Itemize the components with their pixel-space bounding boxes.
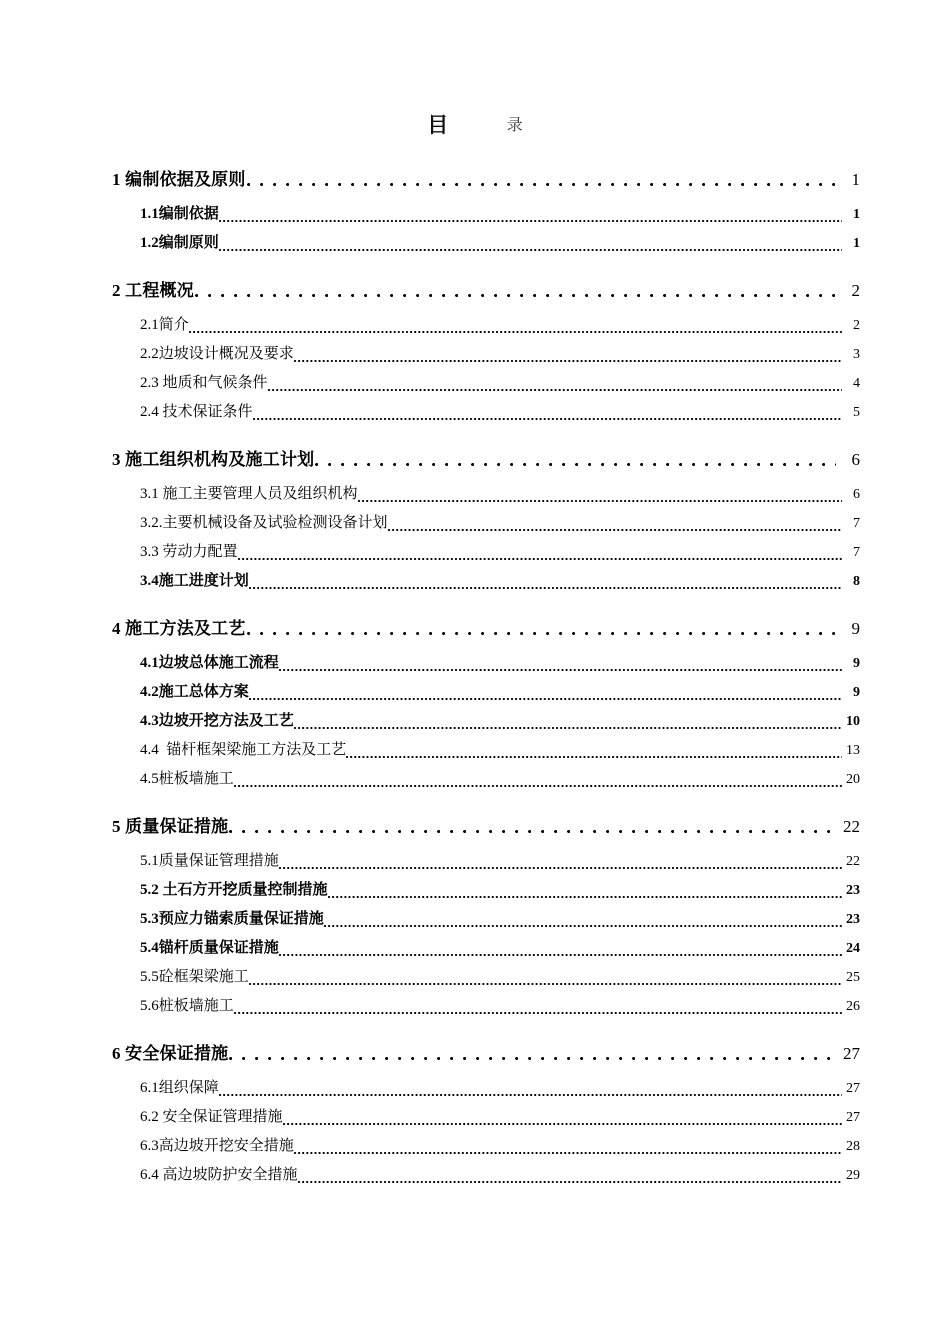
toc-entry-level-2[interactable] bbox=[0, 870, 950, 899]
dot-leader bbox=[234, 1000, 842, 1015]
dot-leader bbox=[294, 348, 842, 363]
toc-entry-label: 1.1编制依据 bbox=[140, 206, 219, 222]
toc-entry-label: 3.1 施工主要管理人员及组织机构 bbox=[140, 486, 358, 502]
toc-entry-label: 6 安全保证措施 bbox=[112, 1044, 229, 1063]
dot-leader bbox=[388, 517, 842, 532]
toc-entry-level-2[interactable] bbox=[0, 986, 950, 1015]
dot-leader bbox=[346, 744, 842, 759]
dot-leader bbox=[268, 377, 842, 392]
toc-entry-page-number: 22 bbox=[846, 854, 860, 869]
page-title bbox=[0, 110, 950, 142]
toc-entry-label: 6.2 安全保证管理措施 bbox=[140, 1109, 283, 1125]
dot-leader bbox=[219, 1082, 842, 1097]
toc-entry-level-2[interactable] bbox=[0, 957, 950, 986]
toc-entry-level-2[interactable] bbox=[0, 1068, 950, 1097]
toc-entry-label: 1.2编制原则 bbox=[140, 235, 219, 251]
toc-entry-level-2[interactable] bbox=[0, 474, 950, 503]
toc-entry-page-number: 23 bbox=[846, 883, 860, 898]
dot-leader bbox=[249, 971, 842, 986]
toc-entry-page-number: 24 bbox=[846, 941, 860, 956]
toc-entry-level-2[interactable] bbox=[0, 899, 950, 928]
toc-entry-level-1[interactable] bbox=[0, 601, 950, 639]
toc-entry-label: 4.5桩板墙施工 bbox=[140, 771, 234, 787]
toc-entry-label: 4.2施工总体方案 bbox=[140, 684, 249, 700]
toc-entry-page-number: 6 bbox=[851, 450, 860, 469]
toc-entry-label: 4 施工方法及工艺 bbox=[112, 619, 246, 638]
dot-leader bbox=[189, 319, 842, 334]
toc-entry-level-1[interactable] bbox=[0, 152, 950, 190]
dot-leader bbox=[253, 406, 842, 421]
dot-leader bbox=[219, 208, 842, 223]
toc-entry-page-number: 28 bbox=[846, 1139, 860, 1154]
toc-entry-level-2[interactable] bbox=[0, 730, 950, 759]
toc-entry-label: 5.1质量保证管理措施 bbox=[140, 853, 279, 869]
toc-entry-label: 4.1边坡总体施工流程 bbox=[140, 655, 279, 671]
toc-entry-page-number: 29 bbox=[846, 1168, 860, 1183]
toc-entry-page-number: 5 bbox=[853, 405, 860, 420]
toc-entry-label: 2.2边坡设计概况及要求 bbox=[140, 346, 294, 362]
toc-entry-page-number: 10 bbox=[846, 714, 860, 729]
dot-leader bbox=[229, 1047, 836, 1064]
toc-entry-page-number: 1 bbox=[853, 207, 860, 222]
page-title-spacer bbox=[448, 113, 507, 137]
toc-entry-page-number: 7 bbox=[853, 545, 860, 560]
toc-entry-page-number: 2 bbox=[853, 318, 860, 333]
toc-entry-page-number: 20 bbox=[846, 772, 860, 787]
toc-entry-level-1[interactable] bbox=[0, 1026, 950, 1064]
toc-entry-label: 5.6桩板墙施工 bbox=[140, 998, 234, 1014]
toc-entry-label: 5.3预应力锚索质量保证措施 bbox=[140, 911, 324, 927]
toc-entry-page-number: 9 bbox=[853, 685, 860, 700]
toc-entry-level-1[interactable] bbox=[0, 432, 950, 470]
toc-entry-level-2[interactable] bbox=[0, 194, 950, 223]
toc-entry-level-2[interactable] bbox=[0, 392, 950, 421]
toc-entry-label: 3.3 劳动力配置 bbox=[140, 544, 238, 560]
toc-entry-page-number: 1 bbox=[853, 236, 860, 251]
dot-leader bbox=[298, 1169, 842, 1184]
toc-entry-label: 6.4 高边坡防护安全措施 bbox=[140, 1167, 298, 1183]
toc-entry-label: 6.3高边坡开挖安全措施 bbox=[140, 1138, 294, 1154]
toc-entry-level-2[interactable] bbox=[0, 672, 950, 701]
dot-leader bbox=[195, 284, 836, 301]
toc-entry-level-2[interactable] bbox=[0, 334, 950, 363]
dot-leader bbox=[328, 884, 842, 899]
toc-entry-level-1[interactable] bbox=[0, 263, 950, 301]
toc-entry-page-number: 26 bbox=[846, 999, 860, 1014]
dot-leader bbox=[249, 686, 842, 701]
toc-entry-label: 4.3边坡开挖方法及工艺 bbox=[140, 713, 294, 729]
toc-entry-label: 6.1组织保障 bbox=[140, 1080, 219, 1096]
toc-entry-page-number: 27 bbox=[846, 1110, 860, 1125]
toc-entry-level-2[interactable] bbox=[0, 759, 950, 788]
page-title-secondary: 录 bbox=[506, 115, 523, 134]
dot-leader bbox=[279, 855, 842, 870]
toc-entry-label: 3.4施工进度计划 bbox=[140, 573, 249, 589]
toc-entry-page-number: 7 bbox=[853, 516, 860, 531]
dot-leader bbox=[238, 546, 842, 561]
toc-entry-label: 2 工程概况 bbox=[112, 281, 194, 300]
toc-entry-page-number: 8 bbox=[853, 574, 860, 589]
dot-leader bbox=[247, 622, 836, 639]
dot-leader bbox=[294, 715, 842, 730]
toc-entry-label: 5.5砼框架梁施工 bbox=[140, 969, 249, 985]
dot-leader bbox=[324, 913, 842, 928]
dot-leader bbox=[249, 575, 842, 590]
toc-entry-label: 1 编制依据及原则 bbox=[112, 170, 246, 189]
page-title-main: 目 bbox=[427, 113, 449, 137]
toc-entry-page-number: 22 bbox=[843, 817, 860, 836]
toc-entry-level-2[interactable] bbox=[0, 643, 950, 672]
toc-entry-page-number: 23 bbox=[846, 912, 860, 927]
dot-leader bbox=[315, 453, 836, 470]
toc-entry-level-2[interactable] bbox=[0, 532, 950, 561]
dot-leader bbox=[358, 488, 842, 503]
toc-entry-level-2[interactable] bbox=[0, 1097, 950, 1126]
toc-entry-level-2[interactable] bbox=[0, 841, 950, 870]
toc-entry-page-number: 9 bbox=[853, 656, 860, 671]
dot-leader bbox=[219, 237, 842, 252]
toc-entry-level-2[interactable] bbox=[0, 223, 950, 252]
toc-entry-label: 2.4 技术保证条件 bbox=[140, 404, 253, 420]
table-of-contents bbox=[0, 152, 950, 1184]
toc-entry-page-number: 25 bbox=[846, 970, 860, 985]
dot-leader bbox=[294, 1140, 842, 1155]
dot-leader bbox=[279, 942, 842, 957]
toc-entry-page-number: 6 bbox=[853, 487, 860, 502]
toc-entry-label: 5.2 土石方开挖质量控制措施 bbox=[140, 882, 328, 898]
dot-leader bbox=[283, 1111, 842, 1126]
toc-entry-level-2[interactable] bbox=[0, 561, 950, 590]
toc-entry-label: 3 施工组织机构及施工计划 bbox=[112, 450, 315, 469]
toc-entry-level-2[interactable] bbox=[0, 1155, 950, 1184]
toc-entry-level-2[interactable] bbox=[0, 305, 950, 334]
dot-leader bbox=[229, 820, 836, 837]
toc-entry-page-number: 27 bbox=[843, 1044, 860, 1063]
toc-entry-page-number: 9 bbox=[851, 619, 860, 638]
dot-leader bbox=[279, 657, 842, 672]
dot-leader bbox=[247, 173, 836, 190]
toc-entry-page-number: 1 bbox=[851, 170, 860, 189]
toc-entry-level-2[interactable] bbox=[0, 503, 950, 532]
toc-entry-level-1[interactable] bbox=[0, 799, 950, 837]
toc-entry-label: 3.2.主要机械设备及试验检测设备计划 bbox=[140, 515, 388, 531]
toc-entry-label: 5.4锚杆质量保证措施 bbox=[140, 940, 279, 956]
toc-entry-label: 5 质量保证措施 bbox=[112, 817, 229, 836]
toc-entry-page-number: 2 bbox=[851, 281, 860, 300]
toc-entry-label: 2.1简介 bbox=[140, 317, 189, 333]
toc-entry-level-2[interactable] bbox=[0, 363, 950, 392]
toc-entry-level-2[interactable] bbox=[0, 701, 950, 730]
toc-entry-label: 2.3 地质和气候条件 bbox=[140, 375, 268, 391]
toc-entry-page-number: 13 bbox=[846, 743, 860, 758]
toc-entry-level-2[interactable] bbox=[0, 928, 950, 957]
toc-entry-page-number: 27 bbox=[846, 1081, 860, 1096]
toc-entry-page-number: 3 bbox=[853, 347, 860, 362]
toc-entry-page-number: 4 bbox=[853, 376, 860, 391]
toc-entry-level-2[interactable] bbox=[0, 1126, 950, 1155]
dot-leader bbox=[234, 773, 842, 788]
toc-entry-label: 4.4 锚杆框架梁施工方法及工艺 bbox=[140, 742, 347, 758]
